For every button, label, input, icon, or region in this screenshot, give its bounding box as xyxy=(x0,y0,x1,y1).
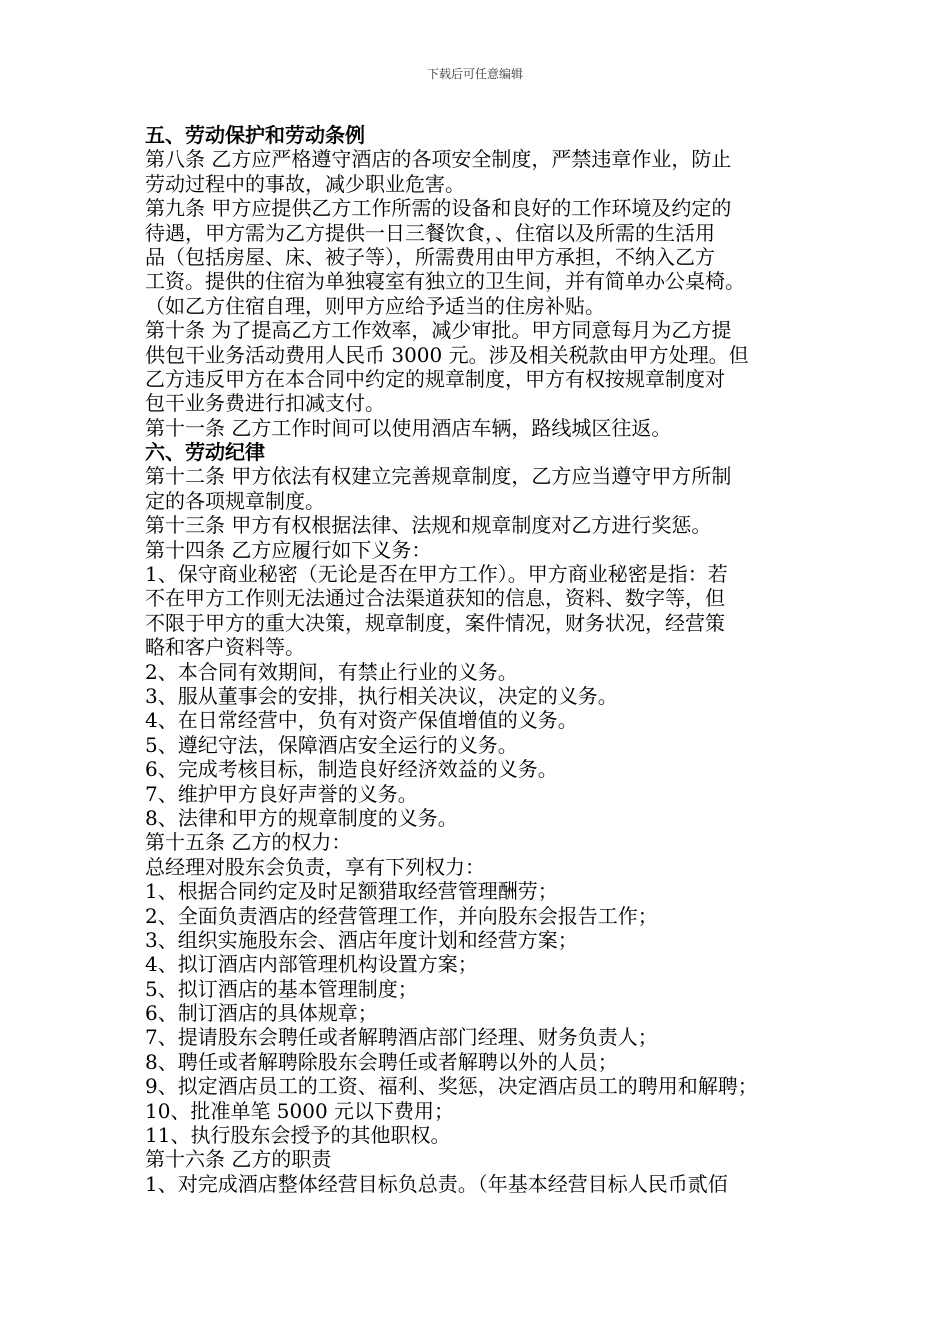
document-body xyxy=(145,123,813,1196)
text-line: 8、聘任或者解聘除股东会聘任或者解聘以外的人员； xyxy=(145,1049,618,1074)
text-line: 不限于甲方的重大决策，规章制度，案件情况，财务状况，经营策 xyxy=(145,610,725,635)
text-line: 7、维护甲方良好声誉的义务。 xyxy=(145,781,418,806)
text-line: 2、本合同有效期间，有禁止行业的义务。 xyxy=(145,659,518,684)
section-heading: 六、劳动纪律 xyxy=(145,440,265,465)
text-line: 1、对完成酒店整体经营目标负总责。（年基本经营目标人民币贰佰 xyxy=(145,1171,728,1196)
text-line: 品（包括房屋、床、被子等），所需费用由甲方承担，不纳入乙方 xyxy=(145,244,715,269)
text-line: 9、拟定酒店员工的工资、福利、奖惩，决定酒店员工的聘用和解聘； xyxy=(145,1074,758,1099)
text-line: 1、保守商业秘密（无论是否在甲方工作）。甲方商业秘密是指：若 xyxy=(145,562,728,587)
text-line: 第十二条 甲方依法有权建立完善规章制度，乙方应当遵守甲方所制 xyxy=(145,464,732,489)
text-line: 6、完成考核目标，制造良好经济效益的义务。 xyxy=(145,757,558,782)
text-line: 1、根据合同约定及时足额猎取经营管理酬劳； xyxy=(145,879,558,904)
text-line: 待遇，甲方需为乙方提供一日三餐饮食，、住宿以及所需的生活用 xyxy=(145,220,715,245)
section-heading: 五、劳动保护和劳动条例 xyxy=(145,123,365,147)
text-line: 供包干业务活动费用人民币 3000 元。涉及相关税款由甲方处理。但 xyxy=(145,342,749,367)
text-line: 第十四条 乙方应履行如下义务： xyxy=(145,537,432,562)
text-line: 定的各项规章制度。 xyxy=(145,488,325,513)
text-line: 3、服从董事会的安排，执行相关决议，决定的义务。 xyxy=(145,683,618,708)
text-line: 略和客户资料等。 xyxy=(145,635,305,660)
text-line: 劳动过程中的事故，减少职业危害。 xyxy=(145,171,465,196)
text-line: 11、执行股东会授予的其他职权。 xyxy=(145,1123,451,1148)
text-line: 第八条 乙方应严格遵守酒店的各项安全制度，严禁违章作业，防止 xyxy=(145,147,732,172)
text-line: 第十一条 乙方工作时间可以使用酒店车辆，路线城区往返。 xyxy=(145,415,672,440)
text-line: 不在甲方工作则无法通过合法渠道获知的信息，资料、数字等，但 xyxy=(145,586,725,611)
text-line: 2、全面负责酒店的经营管理工作，并向股东会报告工作； xyxy=(145,903,658,928)
text-line: 工资。提供的住宿为单独寝室有独立的卫生间，并有简单办公桌椅。 xyxy=(145,269,745,294)
text-line: 6、制订酒店的具体规章； xyxy=(145,1001,378,1026)
text-line: 10、批准单笔 5000 元以下费用； xyxy=(145,1098,455,1123)
text-line: 4、在日常经营中，负有对资产保值增值的义务。 xyxy=(145,708,578,733)
text-line: 包干业务费进行扣减支付。 xyxy=(145,391,385,416)
text-line: 总经理对股东会负责，享有下列权力： xyxy=(145,854,485,879)
text-line: 5、遵纪守法，保障酒店安全运行的义务。 xyxy=(145,732,518,757)
text-line: 4、拟订酒店内部管理机构设置方案； xyxy=(145,952,478,977)
text-line: 第十六条 乙方的职责 xyxy=(145,1147,332,1172)
text-line: 7、提请股东会聘任或者解聘酒店部门经理、财务负责人； xyxy=(145,1025,658,1050)
text-line: （如乙方住宿自理，则甲方应给予适当的住房补贴。 xyxy=(145,293,605,318)
text-line: 第十五条 乙方的权力： xyxy=(145,830,352,855)
text-line: 第十条 为了提高乙方工作效率，减少审批。甲方同意每月为乙方提 xyxy=(145,318,732,343)
text-line: 第九条 甲方应提供乙方工作所需的设备和良好的工作环境及约定的 xyxy=(145,196,732,221)
text-line: 5、拟订酒店的基本管理制度； xyxy=(145,976,418,1001)
text-line: 8、法律和甲方的规章制度的义务。 xyxy=(145,805,458,830)
text-line: 第十三条 甲方有权根据法律、法规和规章制度对乙方进行奖惩。 xyxy=(145,513,712,538)
text-line: 3、组织实施股东会、酒店年度计划和经营方案； xyxy=(145,927,578,952)
page-header: 下载后可任意编辑 xyxy=(426,67,523,81)
text-line: 乙方违反甲方在本合同中约定的规章制度，甲方有权按规章制度对 xyxy=(145,366,725,391)
